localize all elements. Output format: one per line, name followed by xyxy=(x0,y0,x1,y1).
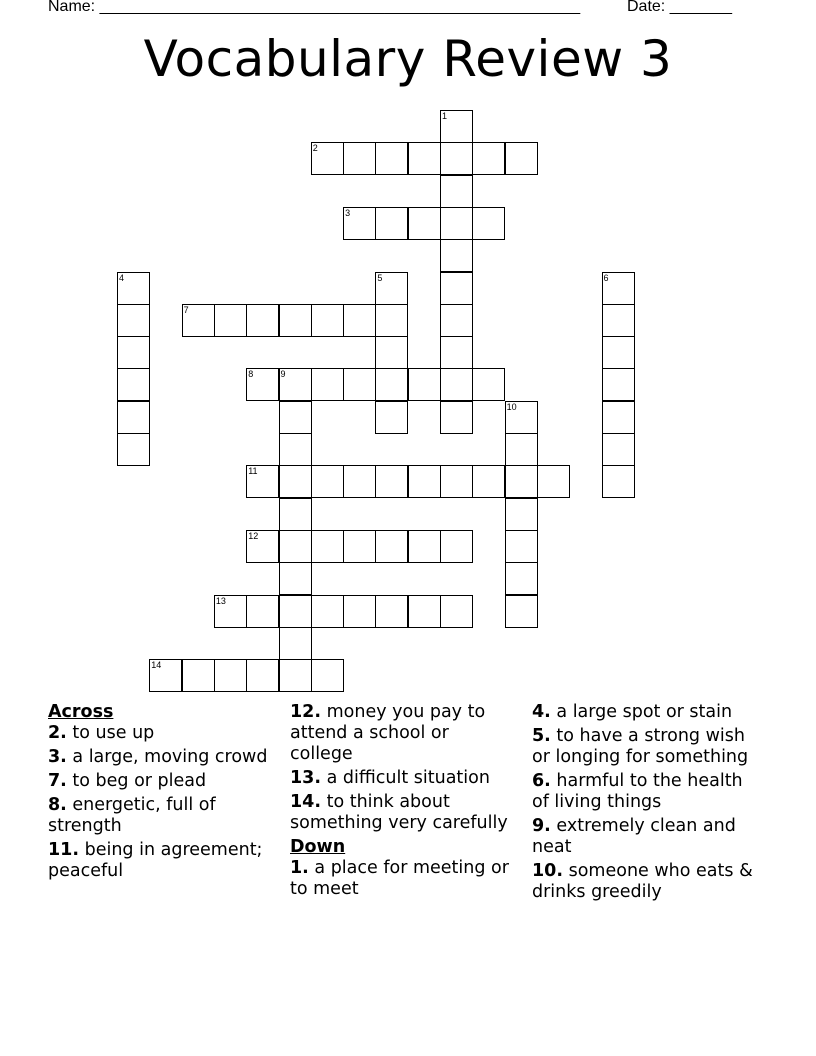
grid-cell[interactable] xyxy=(472,368,505,401)
grid-cell[interactable] xyxy=(375,401,408,434)
grid-cell[interactable] xyxy=(279,562,312,595)
clue-number: 11 xyxy=(248,466,258,477)
grid-cell[interactable] xyxy=(246,304,279,337)
grid-cell[interactable] xyxy=(408,368,441,401)
grid-cell[interactable] xyxy=(505,465,538,498)
grid-cell[interactable] xyxy=(343,142,376,175)
grid-cell[interactable] xyxy=(537,465,570,498)
clue-number: 6 xyxy=(603,272,609,283)
grid-cell[interactable] xyxy=(311,465,344,498)
grid-cell[interactable] xyxy=(505,595,538,628)
down-heading: Down xyxy=(290,837,346,857)
grid-cell[interactable] xyxy=(408,465,441,498)
grid-cell[interactable] xyxy=(117,368,150,401)
clue-across-3: 3. a large, moving crowd xyxy=(48,747,268,767)
grid-cell[interactable] xyxy=(182,659,215,692)
grid-cell[interactable] xyxy=(117,433,150,466)
grid-cell[interactable] xyxy=(311,304,344,337)
clue-across-12: 12. money you pay to attend a school or college xyxy=(290,702,486,764)
clue-number: 5 xyxy=(377,272,383,283)
clue-across-8: 8. energetic, full of strength xyxy=(48,795,216,836)
grid-cell[interactable] xyxy=(375,595,408,628)
clue-across-2: 2. to use up xyxy=(48,723,155,743)
grid-cell[interactable] xyxy=(375,304,408,337)
grid-cell[interactable] xyxy=(602,368,635,401)
grid-cell[interactable] xyxy=(472,207,505,240)
grid-cell[interactable] xyxy=(214,304,247,337)
grid-cell[interactable] xyxy=(375,336,408,369)
grid-cell[interactable] xyxy=(246,659,279,692)
grid-cell[interactable] xyxy=(440,142,473,175)
grid-cell[interactable] xyxy=(214,659,247,692)
grid-cell[interactable] xyxy=(440,207,473,240)
grid-cell[interactable] xyxy=(279,498,312,531)
grid-cell[interactable] xyxy=(279,627,312,660)
name-field-label: Name: ______________________________________________________ xyxy=(48,0,581,15)
clue-number: 8 xyxy=(248,369,254,380)
clue-across-7: 7. to beg or plead xyxy=(48,771,207,791)
grid-cell[interactable] xyxy=(505,498,538,531)
clue-across-13: 13. a difficult situation xyxy=(290,768,490,788)
grid-cell[interactable] xyxy=(505,530,538,563)
grid-cell[interactable] xyxy=(602,304,635,337)
clue-number: 3 xyxy=(345,207,351,218)
clues-column-1 xyxy=(48,702,283,885)
clue-number: 13 xyxy=(215,595,226,606)
grid-cell[interactable] xyxy=(311,368,344,401)
grid-cell[interactable] xyxy=(602,433,635,466)
grid-cell[interactable] xyxy=(343,368,376,401)
grid-cell[interactable] xyxy=(375,465,408,498)
grid-cell[interactable] xyxy=(117,304,150,337)
grid-cell[interactable] xyxy=(117,336,150,369)
grid-cell[interactable] xyxy=(440,595,473,628)
grid-cell[interactable] xyxy=(375,368,408,401)
clue-number: 12 xyxy=(248,530,259,541)
grid-cell[interactable] xyxy=(602,336,635,369)
grid-cell[interactable] xyxy=(279,659,312,692)
grid-cell[interactable] xyxy=(343,465,376,498)
clue-number: 9 xyxy=(280,369,286,380)
page-title: Vocabulary Review 3 xyxy=(143,30,673,88)
clues-column-2 xyxy=(290,702,515,903)
clue-number: 14 xyxy=(151,660,162,671)
clue-number: 1 xyxy=(442,111,448,121)
clue-number: 2 xyxy=(312,143,318,154)
grid-cell[interactable] xyxy=(440,368,473,401)
grid-cell[interactable] xyxy=(440,304,473,337)
clue-number: 7 xyxy=(183,304,189,315)
clue-down-6: 6. harmful to the health of living things xyxy=(532,771,743,812)
grid-cell[interactable] xyxy=(440,336,473,369)
grid-cell[interactable] xyxy=(279,433,312,466)
grid-cell[interactable] xyxy=(440,465,473,498)
grid-cell[interactable] xyxy=(343,595,376,628)
grid-cell[interactable] xyxy=(279,465,312,498)
grid-cell[interactable] xyxy=(408,530,441,563)
grid-cell[interactable] xyxy=(440,175,473,208)
clue-down-5: 5. to have a strong wish or longing for something xyxy=(532,726,749,767)
grid-cell[interactable] xyxy=(279,401,312,434)
grid-cell[interactable] xyxy=(375,207,408,240)
clues-column-3 xyxy=(532,702,757,906)
grid-cell[interactable] xyxy=(375,530,408,563)
clue-down-9: 9. extremely clean and neat xyxy=(532,816,736,857)
grid-cell[interactable] xyxy=(311,659,344,692)
grid-cell[interactable] xyxy=(343,304,376,337)
grid-cell[interactable] xyxy=(505,562,538,595)
grid-cell[interactable] xyxy=(279,530,312,563)
clue-number: 4 xyxy=(119,272,125,283)
grid-cell[interactable] xyxy=(279,595,312,628)
grid-cell[interactable] xyxy=(408,595,441,628)
grid-cell[interactable] xyxy=(408,207,441,240)
grid-cell[interactable] xyxy=(602,465,635,498)
grid-cell[interactable] xyxy=(440,530,473,563)
grid-cell[interactable] xyxy=(472,465,505,498)
clue-down-10: 10. someone who eats & drinks greedily xyxy=(532,861,753,902)
grid-cell[interactable] xyxy=(472,142,505,175)
clue-across-11: 11. being in agreement; peaceful xyxy=(48,840,263,881)
grid-cell[interactable] xyxy=(440,272,473,305)
clue-across-14: 14. to think about something very carefully xyxy=(290,792,508,833)
grid-cell[interactable] xyxy=(602,401,635,434)
clue-number: 10 xyxy=(506,401,517,412)
grid-cell[interactable] xyxy=(117,401,150,434)
grid-cell[interactable] xyxy=(408,142,441,175)
grid-cell[interactable] xyxy=(279,304,312,337)
grid-cell[interactable] xyxy=(375,142,408,175)
date-field-label: Date: _______ xyxy=(627,0,732,15)
grid-cell[interactable] xyxy=(440,239,473,272)
clue-down-4: 4. a large spot or stain xyxy=(532,702,733,722)
clue-down-1: 1. a place for meeting or to meet xyxy=(290,858,509,899)
grid-cell[interactable] xyxy=(440,401,473,434)
grid-cell[interactable] xyxy=(311,530,344,563)
grid-cell[interactable] xyxy=(505,433,538,466)
grid-cell[interactable] xyxy=(343,530,376,563)
grid-cell[interactable] xyxy=(505,142,538,175)
grid-cell[interactable] xyxy=(246,595,279,628)
across-heading: Across xyxy=(48,702,114,722)
grid-cell[interactable] xyxy=(311,595,344,628)
